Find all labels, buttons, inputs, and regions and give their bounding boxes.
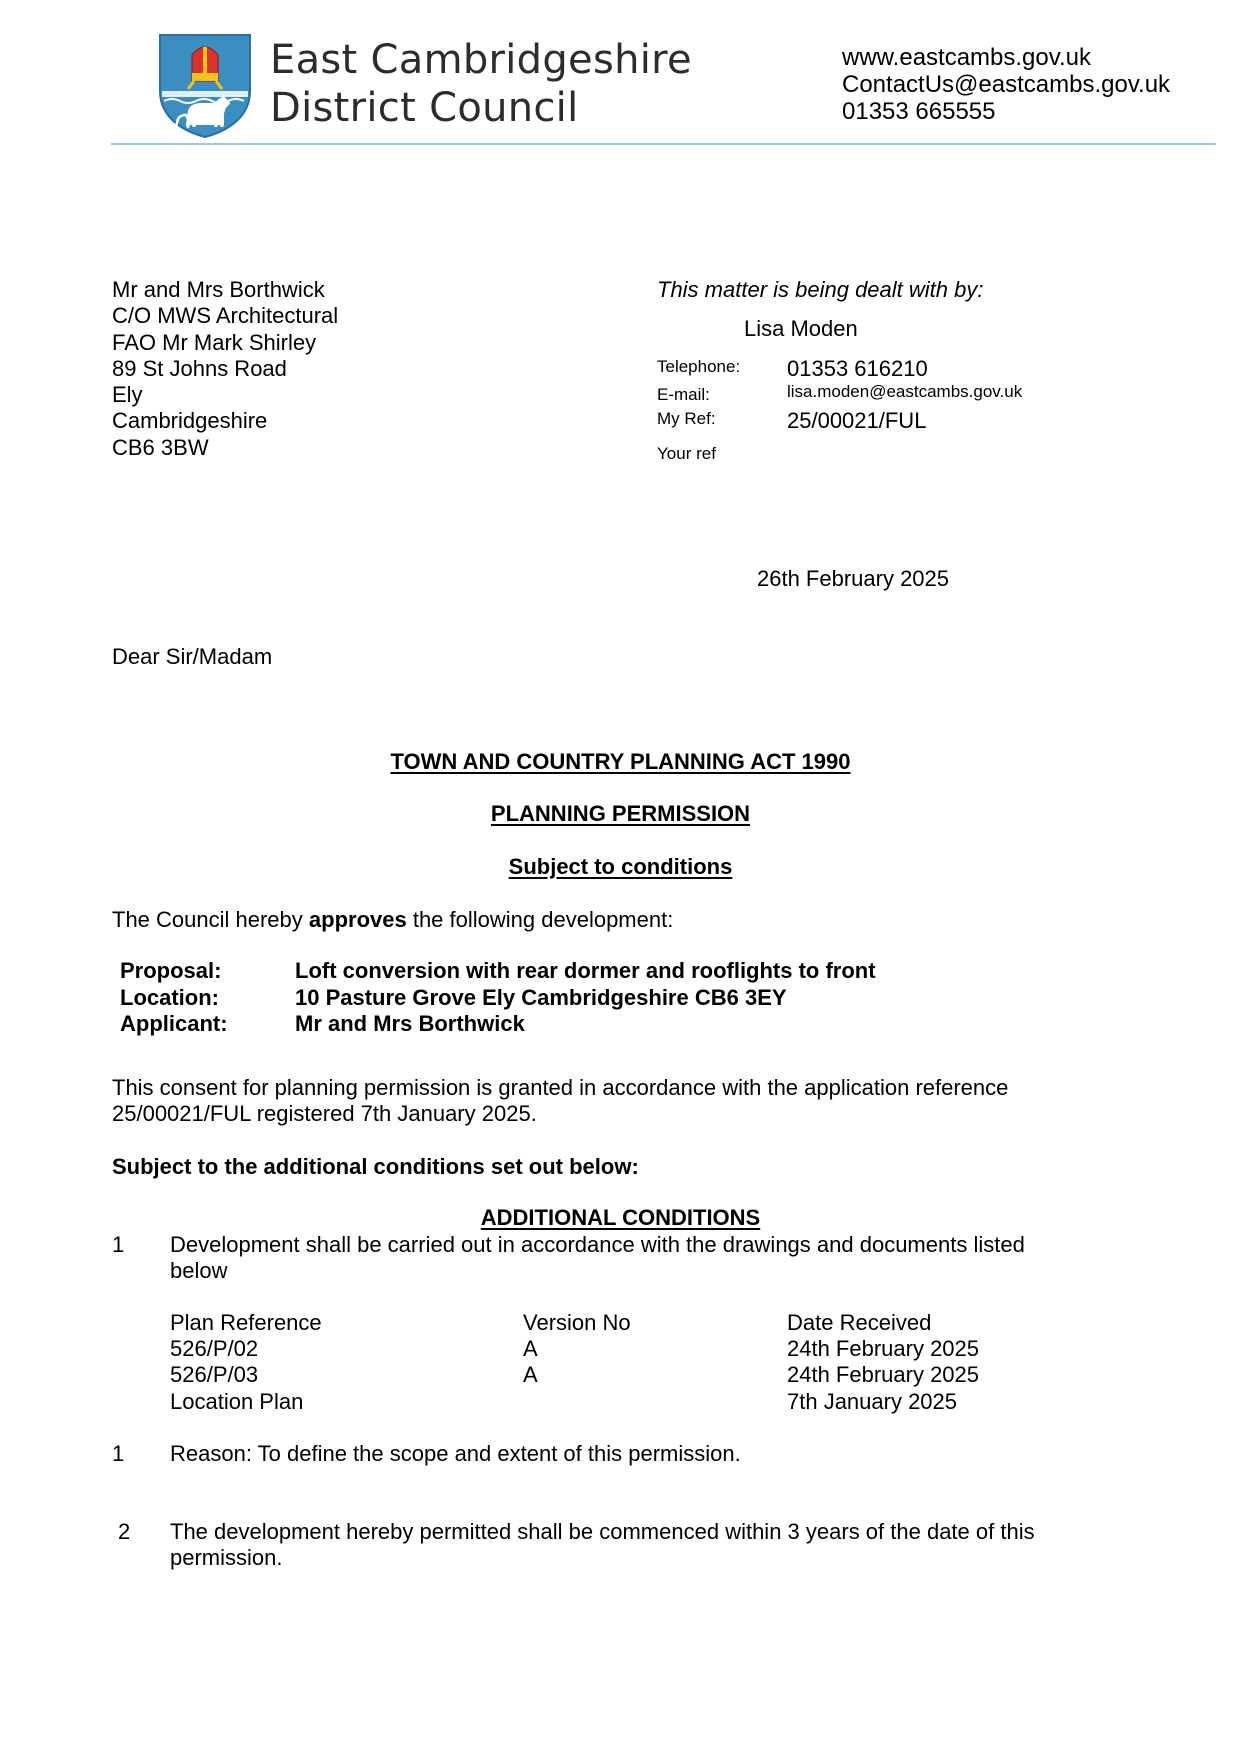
telephone-value: 01353 616210 <box>787 356 928 381</box>
council-name <box>270 36 692 132</box>
plan-reference-cell: Plan Reference <box>170 1310 322 1335</box>
location-label: Location: <box>120 984 219 1010</box>
subject-heading-text: Subject to conditions <box>508 854 733 879</box>
act-heading-text: TOWN AND COUNTRY PLANNING ACT 1990 <box>390 749 851 774</box>
email-label: E-mail: <box>657 385 710 404</box>
address-line: FAO Mr Mark Shirley <box>112 329 317 355</box>
my-ref-value: 25/00021/FUL <box>787 408 927 433</box>
council-crest-logo <box>158 33 252 139</box>
consent-statement <box>112 1075 1008 1127</box>
address-line: CB6 3BW <box>112 434 209 460</box>
council-website[interactable]: www.eastcambs.gov.uk <box>842 44 1091 71</box>
applicant-value: Mr and Mrs Borthwick <box>295 1011 525 1036</box>
letter-date: 26th February 2025 <box>757 566 950 591</box>
date-received-cell: 24th February 2025 <box>787 1362 980 1388</box>
approval-before: The Council hereby <box>112 907 309 932</box>
date-received-cell: 24th February 2025 <box>787 1336 980 1362</box>
condition-2-line1: The development hereby permitted shall be commenced within 3 years of the date of this <box>170 1519 1035 1544</box>
version-no-cell: Version No <box>523 1310 631 1335</box>
applicant-label: Applicant: <box>120 1011 228 1036</box>
consent-line2: 25/00021/FUL registered 7th January 2025. <box>112 1101 537 1126</box>
my-ref-label: My Ref: <box>657 409 716 428</box>
approval-bold: approves <box>308 907 407 932</box>
condition-1-line2: below <box>170 1258 228 1283</box>
officer-name: Lisa Moden <box>744 316 858 341</box>
council-name-line1: East Cambridgeshire <box>270 37 692 83</box>
permission-heading-text: PLANNING PERMISSION <box>490 801 751 826</box>
version-no-cell: A <box>523 1336 538 1362</box>
condition-1-text <box>170 1232 1025 1284</box>
salutation: Dear Sir/Madam <box>112 644 273 669</box>
subject-additional <box>112 1154 639 1180</box>
address-line: Ely <box>112 382 143 408</box>
address-line: Mr and Mrs Borthwick <box>112 277 325 302</box>
date-received-cell: 7th January 2025 <box>787 1388 958 1414</box>
permission-heading <box>0 801 1241 827</box>
location-value: 10 Pasture Grove Ely Cambridgeshire CB6 3EY <box>295 984 787 1010</box>
proposal-label: Proposal: <box>120 958 222 983</box>
your-ref-label: Your ref <box>657 444 716 463</box>
additional-conditions-heading-text: ADDITIONAL CONDITIONS <box>480 1205 761 1230</box>
version-no-cell: A <box>523 1362 538 1388</box>
condition-2-number: 2 <box>118 1519 131 1544</box>
address-line: 89 St Johns Road <box>112 355 287 381</box>
condition-1-line1: Development shall be carried out in accordance with the drawings and documents listed <box>170 1232 1025 1257</box>
address-line: C/O MWS Architectural <box>112 303 339 329</box>
approval-after: the following development: <box>406 907 674 932</box>
subject-heading <box>0 854 1241 880</box>
council-contact-block <box>842 44 1170 125</box>
telephone-label: Telephone: <box>657 357 741 376</box>
council-phone: 01353 665555 <box>842 98 996 125</box>
crest-water-band <box>162 91 248 97</box>
condition-2-text <box>170 1519 1035 1571</box>
approval-statement <box>112 907 673 933</box>
header-divider <box>111 143 1216 145</box>
condition-1-number: 1 <box>112 1232 125 1257</box>
reason-1-number: 1 <box>112 1441 125 1466</box>
address-line: Cambridgeshire <box>112 408 268 434</box>
dealt-with-title: This matter is being dealt with by: <box>657 277 984 302</box>
plan-reference-cell: Location Plan <box>170 1388 304 1414</box>
council-name-line2: District Council <box>270 85 579 131</box>
act-heading <box>0 749 1241 775</box>
date-received-cell: Date Received <box>787 1310 932 1335</box>
crest-mitre-stripe <box>203 47 207 81</box>
email-value[interactable]: lisa.moden@eastcambs.gov.uk <box>787 382 1023 401</box>
council-email[interactable]: ContactUs@eastcambs.gov.uk <box>842 71 1171 98</box>
proposal-value: Loft conversion with rear dormer and rooflights to front <box>295 958 876 983</box>
additional-conditions-heading <box>0 1205 1241 1231</box>
recipient-address <box>112 277 338 461</box>
plan-reference-cell: 526/P/02 <box>170 1336 259 1362</box>
subject-additional-text: Subject to the additional conditions set out below: <box>112 1154 639 1179</box>
consent-line1: This consent for planning permission is granted in accordance with the application reference <box>112 1075 1009 1100</box>
reason-1-text <box>170 1441 741 1467</box>
condition-2-line2: permission. <box>170 1545 283 1570</box>
reason-1-line: Reason: To define the scope and extent of this permission. <box>170 1441 741 1466</box>
plan-reference-cell: 526/P/03 <box>170 1362 259 1388</box>
